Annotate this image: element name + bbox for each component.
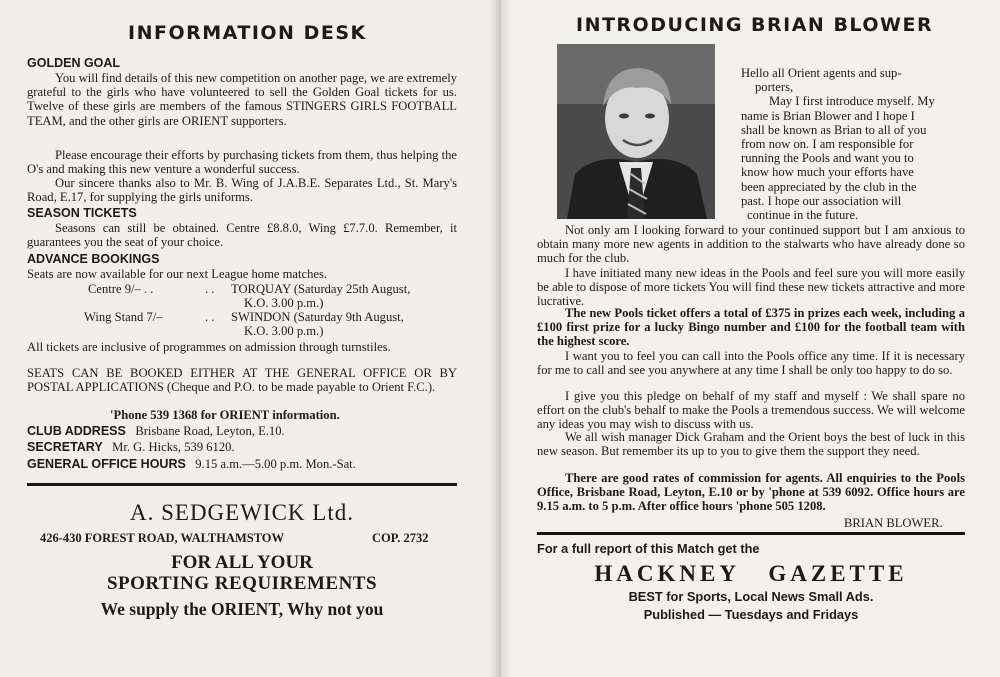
sedgewick-address: 426-430 FOREST ROAD, WALTHAMSTOW [40,531,285,545]
booking-row1-dots: . . [205,282,215,296]
intro-line-9: been appreciated by the club in the [741,179,917,194]
advance-bookings-heading: ADVANCE BOOKINGS [27,252,160,266]
brian-para-7: We all wish manager Dick Graham and the Orient boys the best of luck in this new season. But remember its up to you to give them the support they need. [537,430,965,459]
right-divider-rule [537,532,965,535]
office-hours-value: 9.15 a.m.—5.00 p.m. Mon.-Sat. [195,457,356,471]
club-address-value: Brisbane Road, Leyton, E.10. [135,424,285,438]
secretary-label: SECRETARY [27,440,103,454]
club-address-row [27,424,285,438]
brian-blower-photo [557,44,715,219]
brian-para-2: Not only am I looking forward to your continued support but I am anxious to obtain many more new agents in addition to the stalwarts who have already done so much for the club. [537,223,965,266]
gazette-line2: Published — Tuesdays and Fridays [643,607,859,622]
intro-line-8: know how much your efforts have [741,165,914,180]
brian-para-4: The new Pools ticket offers a total of £375 in prizes each week, including a £100 first prize for a lucky Bingo number and £100 for the football team with the highest score. [537,306,965,349]
gazette-intro: For a full report of this Match get the [537,541,760,556]
book-gutter [488,0,512,677]
booking-row1-match: TORQUAY (Saturday 25th August, [231,282,411,296]
office-hours-row [27,457,356,471]
orient-phone-info: 'Phone 539 1368 for ORIENT information. [110,408,340,422]
gazette-line1: BEST for Sports, Local News Small Ads. [628,589,874,604]
sedgewick-name: A. SEDGEWICK Ltd. [130,500,354,525]
intro-line-1: Hello all Orient agents and sup- [741,66,902,80]
secretary-row [27,440,235,454]
tickets-inclusive-text: All tickets are inclusive of programmes on admission through turnstiles. [27,340,391,354]
secretary-value: Mr. G. Hicks, 539 6120. [112,440,235,454]
club-address-label: CLUB ADDRESS [27,424,126,438]
season-tickets-heading: SEASON TICKETS [27,206,137,220]
intro-line-10: past. I hope our association will [741,193,902,208]
golden-goal-para1: You will find details of this new competition on another page, we are extremely grateful to the girls who have volunteered to sell the Golden Goal tickets for us. Twelve of these girls are members of the famous STINGERS GIRLS FOOTBALL TEAM, and the other girls are ORIENT supporters. [27,71,457,128]
brian-signature: BRIAN BLOWER. [844,516,943,530]
booking-row2-match: SWINDON (Saturday 9th August, [231,310,404,324]
booking-row1-kickoff: K.O. 3.00 p.m.) [244,296,324,310]
golden-goal-para3: Our sincere thanks also to Mr. B. Wing of J.A.B.E. Separates Ltd., St. Mary's Road, E.17, for supplying the girls uniforms. [27,176,457,205]
intro-line-5: shall be known as Brian to all of you [741,122,927,137]
introducing-title: INTRODUCING BRIAN BLOWER [576,14,934,36]
booking-row2-kickoff: K.O. 3.00 p.m.) [244,324,324,338]
left-page [0,0,496,677]
intro-line-7: running the Pools and want you to [741,151,914,166]
brian-para-8: There are good rates of commission for agents. All enquiries to the Pools Office, Brisbane Road, Leyton, E.10 or by 'phone at 539 6092. Office hours are 9.15 a.m. to 5 p.m. After office hours 'phone 505 1208. [537,471,965,514]
booking-info-text: SEATS CAN BE BOOKED EITHER AT THE GENERAL OFFICE OR BY POSTAL APPLICATIONS (Cheque and P.O. to be made payable to Orient F.C.). [27,366,457,395]
intro-line-6: from now on. I am responsible for [741,137,914,152]
booking-row2-dots: . . [205,310,215,324]
portrait-figure [557,44,715,219]
brian-para-5: I want you to feel you can call into the Pools office any time. If it is necessary for me to call and see you anywhere at any time I shall be only too happy to do so. [537,349,965,378]
intro-line-3: May I first introduce myself. My [769,94,935,109]
advance-bookings-intro: Seats are now available for our next League home matches. [27,267,328,281]
intro-column [741,66,966,222]
office-hours-label: GENERAL OFFICE HOURS [27,457,186,471]
sedgewick-line1: FOR ALL YOUR [171,552,313,573]
sedgewick-line2: SPORTING REQUIREMENTS [106,573,378,594]
season-tickets-text: Seasons can still be obtained. Centre £8.8.0, Wing £7.7.0. Remember, it guarantees you the seat of your choice. [27,221,457,250]
sedgewick-line3: We supply the ORIENT, Why not you [100,599,384,619]
brian-para-3: I have initiated many new ideas in the Pools and feel sure you will more easily be able to dispose of more tickets You will find these new tickets attractive and more lucrative. [537,266,965,309]
sedgewick-phone: COP. 2732 [372,531,429,545]
brian-para-6: I give you this pledge on behalf of my staff and myself : We shall spare no effort on the club's behalf to make the Pools a tremendous success. We will welcome any ideas you may wish to discuss with us. [537,389,965,432]
intro-line-11: continue in the future. [747,208,859,223]
booking-row1-stand: Centre 9/– . . [88,282,154,296]
intro-line-2: porters, [755,80,794,95]
golden-goal-para2: Please encourage their efforts by purchasing tickets from them, thus helping the O's and making this new venture a wonderful success. [27,148,457,177]
left-divider-rule [27,483,457,486]
information-desk-title: INFORMATION DESK [128,22,367,44]
intro-line-4: name is Brian Blower and I hope I [741,108,915,123]
booking-row2-stand: Wing Stand 7/– [84,310,163,324]
golden-goal-heading: GOLDEN GOAL [27,56,121,70]
hackney-gazette-name: HACKNEY GAZETTE [594,561,908,586]
